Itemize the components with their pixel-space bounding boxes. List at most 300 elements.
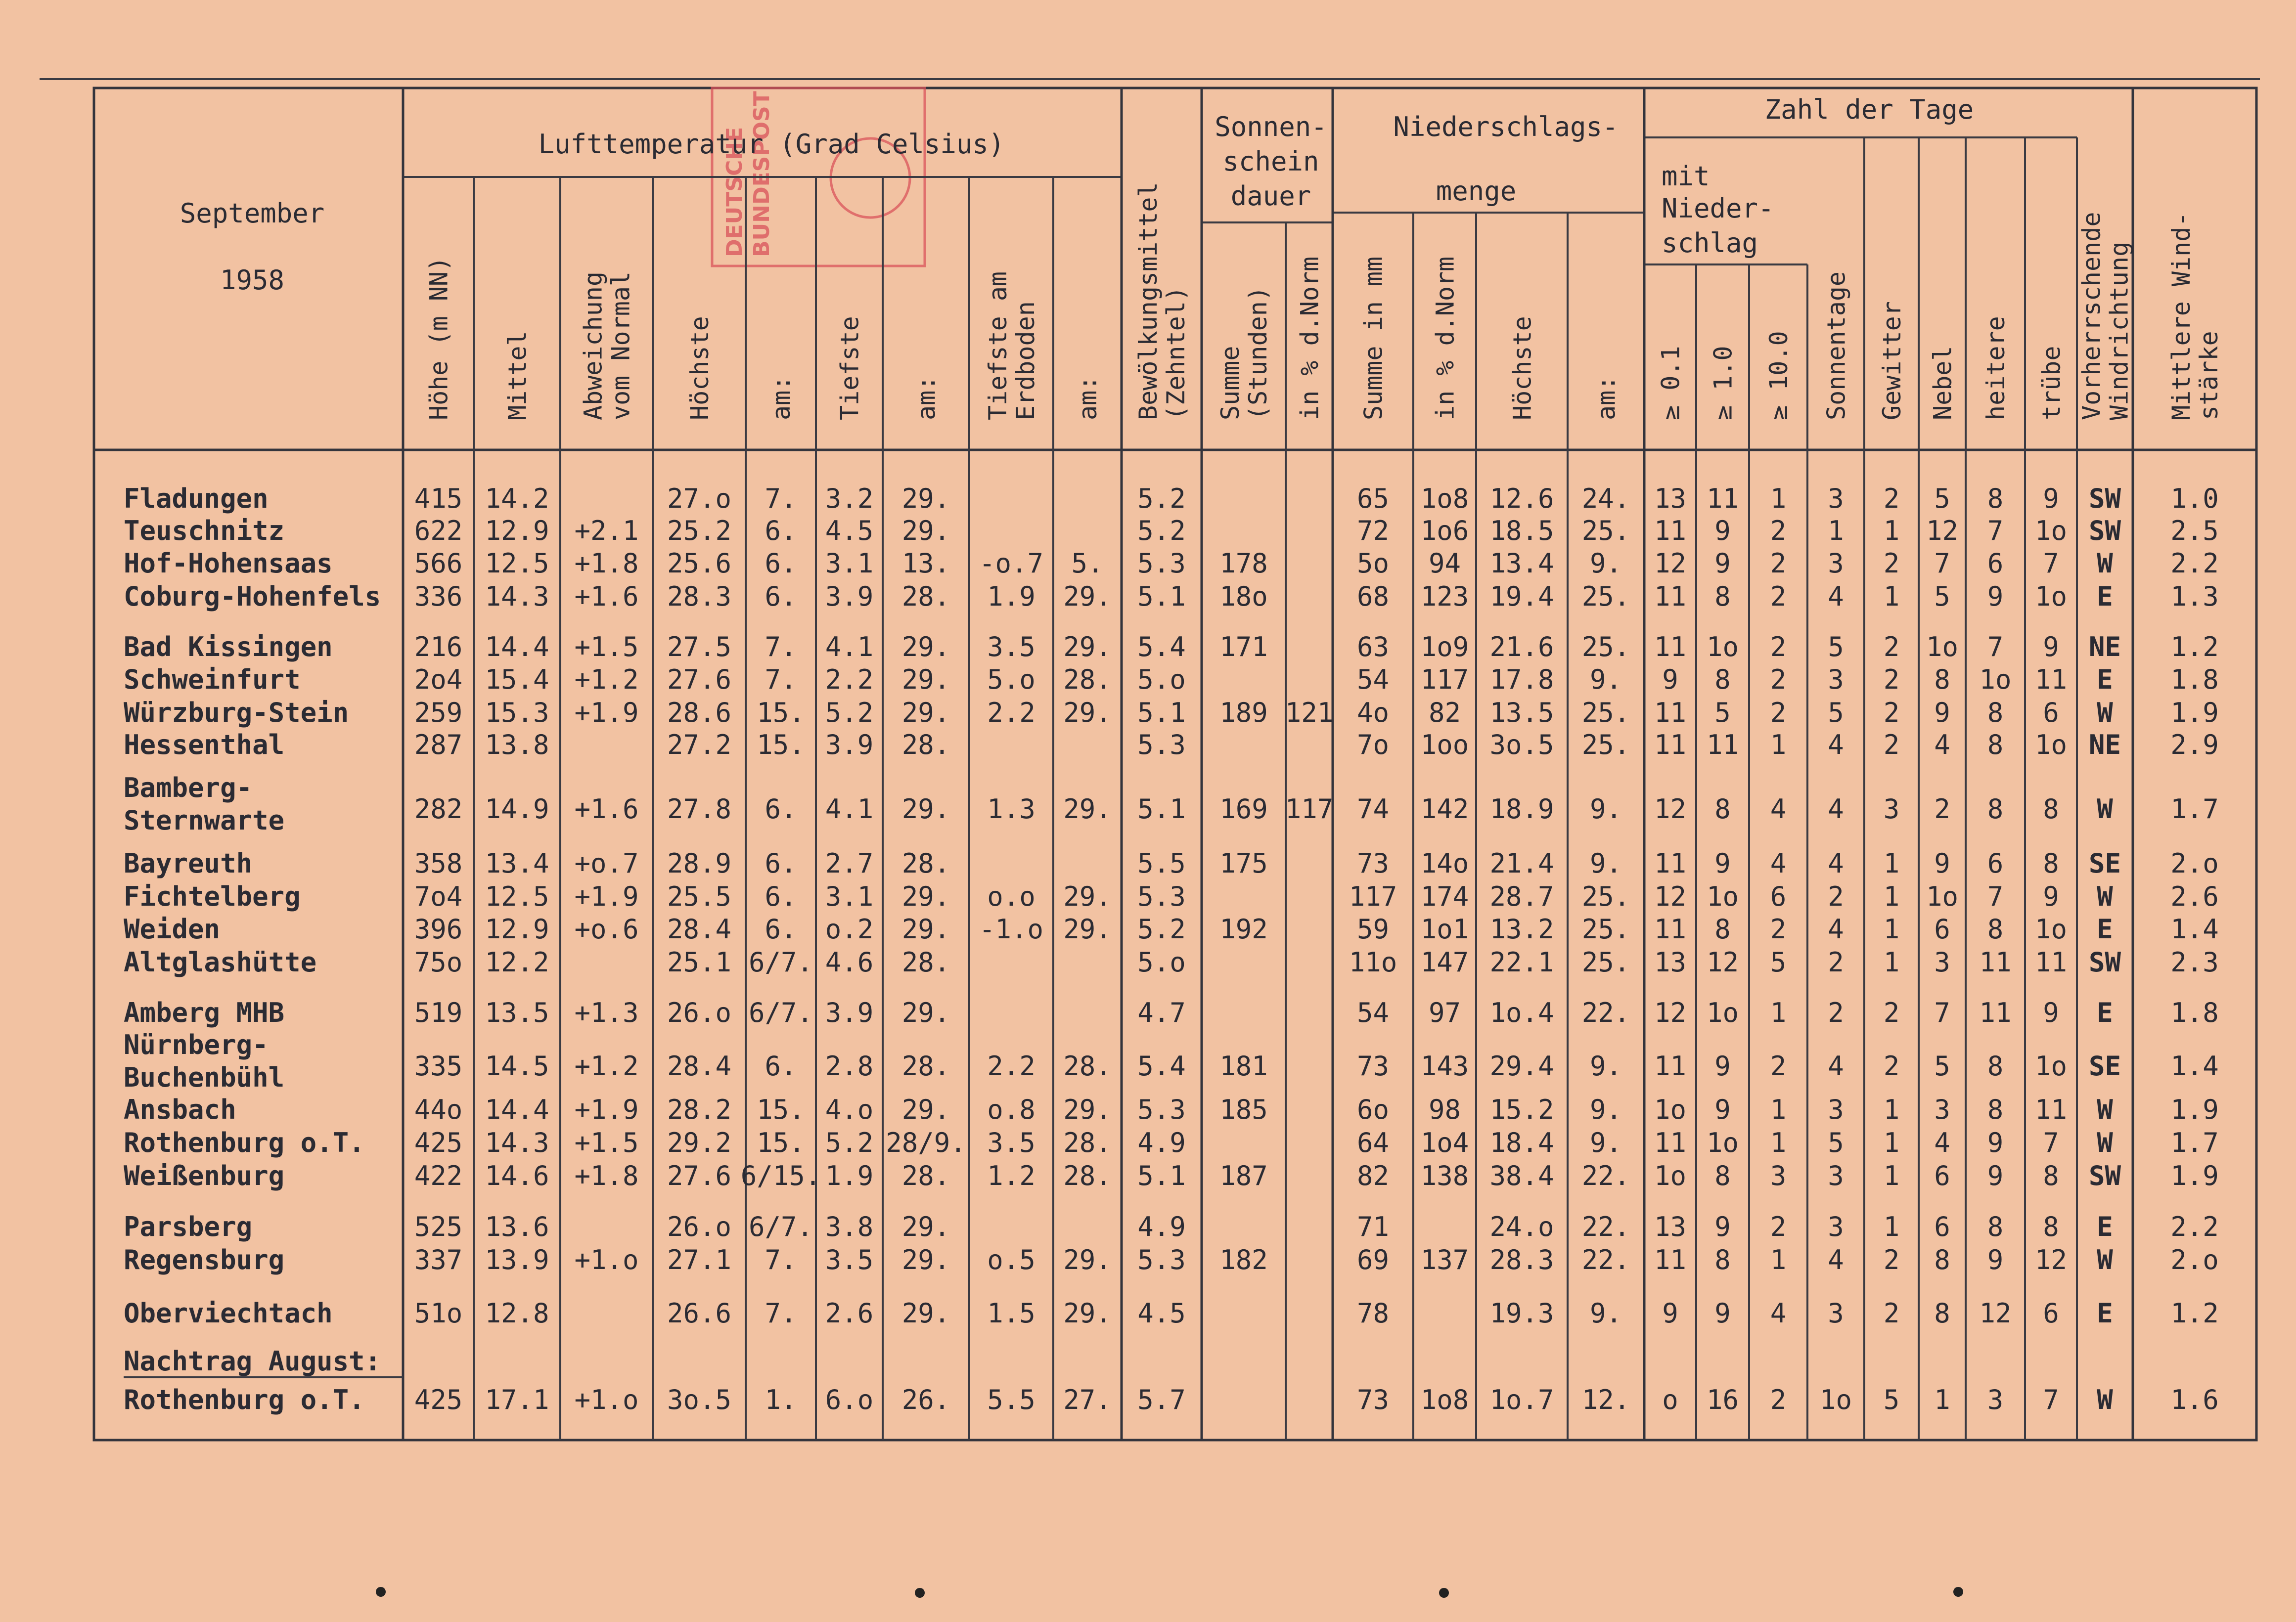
table-row [124,848,2219,879]
table-cell: 1.9 [2170,1160,2219,1191]
table-cell: 12 [1706,947,1739,978]
table-cell: 2 [1828,881,1844,912]
table-cell: 54 [1356,664,1390,695]
table-cell: 143 [1420,1051,1469,1082]
table-cell: 1 [1934,1384,1950,1415]
table-cell: W [2097,1127,2113,1158]
table-cell: 44o [414,1094,463,1125]
table-cell: 2.7 [825,848,874,879]
table-cell: 8 [1714,1244,1731,1275]
table-row [124,1127,2219,1158]
table-cell: +1.9 [574,697,639,728]
table-row [124,881,2219,912]
table-cell: 5.3 [1137,729,1186,760]
table-cell: +1.2 [574,664,639,695]
table-cell: 2 [1934,793,1950,825]
table-cell: 358 [414,848,463,879]
table-cell: 5.4 [1137,1051,1186,1082]
table-row [124,1244,2219,1275]
table-cell: 7o4 [414,881,463,912]
table-cell: 29. [901,997,950,1028]
table-cell: 1o [2034,581,2068,612]
table-cell: 2 [1883,1051,1900,1082]
table-cell: 8 [2043,1160,2059,1191]
table-cell: 21.6 [1489,631,1554,662]
table-cell: 17.1 [485,1384,549,1415]
table-cell: 18.5 [1489,515,1554,546]
table-row [124,1384,2219,1415]
group-header-precip-1: Niederschlags- [1393,111,1619,142]
table-cell: 4 [1828,1244,1844,1275]
table-cell: 25. [1581,729,1630,760]
table-cell: 22. [1581,1244,1630,1275]
table-cell: 2.8 [825,1051,874,1082]
table-cell: 3 [1828,483,1844,514]
table-cell: 22.1 [1489,947,1554,978]
table-cell: 3 [1828,1160,1844,1191]
table-cell: 123 [1420,581,1469,612]
station-name: Hessenthal [124,729,285,760]
table-cell: o.2 [825,914,874,945]
table-cell: 9 [1934,848,1950,879]
column-header-label: Sonnentage [1822,271,1851,420]
table-cell: 5 [1828,1127,1844,1158]
table-cell: 2 [1883,1298,1900,1329]
column-header-label: Mittlere Wind- [2167,212,2196,420]
table-cell: SW [2088,947,2121,978]
table-cell: 3.9 [825,729,874,760]
column-header-label: ≥ 1.0 [1709,346,1738,420]
table-cell: 12 [1654,793,1687,825]
table-cell: 73 [1356,1384,1390,1415]
table-cell: 2.6 [2170,881,2219,912]
table-cell: 1o.4 [1489,997,1554,1028]
table-cell: 8 [1987,729,2004,760]
table-cell: 138 [1420,1160,1469,1191]
table-cell: 7 [2043,1127,2059,1158]
station-name: Bayreuth [124,848,253,879]
table-cell: 8 [1987,793,2004,825]
table-cell: 26.o [667,1211,732,1242]
table-cell: 1.7 [2170,793,2219,825]
table-cell: 25. [1581,631,1630,662]
table-cell: 1. [765,1384,797,1415]
table-cell: 3 [1828,548,1844,579]
table-cell: 25. [1581,914,1630,945]
table-cell: 64 [1356,1127,1390,1158]
station-name: Parsberg [124,1211,253,1242]
table-cell: 6/7. [748,997,813,1028]
table-cell: W [2097,548,2113,579]
table-cell: 5.2 [825,697,874,728]
table-cell: 2 [1770,664,1787,695]
table-cell: 5 [1828,697,1844,728]
table-cell: 1oo [1420,729,1469,760]
table-cell: 169 [1219,793,1268,825]
table-cell: 6o [1356,1094,1390,1125]
table-cell: 29. [1063,1244,1112,1275]
column-header-label: Summe [1216,346,1245,420]
table-cell: 94 [1428,548,1461,579]
table-cell: 1.7 [2170,1127,2219,1158]
table-cell: 1o [1979,664,2012,695]
table-cell: NE [2088,631,2121,662]
table-cell: 74 [1356,793,1390,825]
table-cell: 9 [1714,515,1731,546]
table-cell: 1.5 [987,1298,1035,1329]
table-cell: 425 [414,1384,463,1415]
table-cell: 171 [1219,631,1268,662]
table-cell: 4 [1828,914,1844,945]
column-header-label: heitere [1981,316,2010,420]
group-header-precip-2: menge [1436,175,1517,207]
table-cell: 4.9 [1137,1211,1186,1242]
table-cell: 2 [1770,631,1787,662]
column-header-label: in % d.Norm [1431,256,1460,420]
table-cell: 3 [1934,1094,1950,1125]
table-cell: 3 [1883,793,1900,825]
station-name: Fichtelberg [124,881,301,912]
table-cell: 2.9 [2170,729,2219,760]
table-cell: 28. [1063,1051,1112,1082]
table-cell: 5. [1071,548,1104,579]
table-cell: 27.o [667,483,732,514]
table-cell: 38.4 [1489,1160,1554,1191]
station-name: Nachtrag August: [124,1346,381,1377]
table-cell: 9. [1589,1094,1622,1125]
table-cell: 4.6 [825,947,874,978]
table-cell: 1o [1706,997,1739,1028]
table-cell: +1.6 [574,581,639,612]
table-cell: 11 [1706,729,1739,760]
table-cell: o.5 [987,1244,1035,1275]
table-row [124,729,2219,760]
table-cell: 8 [2043,1211,2059,1242]
column-header-label: Erdboden [1011,301,1040,420]
column-header-label: Höchste [1508,316,1537,420]
table-cell: 5 [1883,1384,1900,1415]
table-cell: 28. [901,947,950,978]
table-cell: 9 [2043,483,2059,514]
table-cell: 6/7. [748,1211,813,1242]
table-cell: 137 [1420,1244,1469,1275]
table-cell: 147 [1420,947,1469,978]
table-cell: 1 [1770,1127,1787,1158]
table-cell: 9 [1714,1298,1731,1329]
table-cell: 1o [1819,1384,1852,1415]
table-cell: NE [2088,729,2121,760]
table-cell: 7o [1356,729,1390,760]
table-cell: 336 [414,581,463,612]
table-cell: 78 [1356,1298,1390,1329]
table-cell: 6. [765,848,797,879]
station-name: Regensburg [124,1244,285,1275]
table-cell: 27. [1063,1384,1112,1415]
table-cell: 4o [1356,697,1390,728]
table-cell: +1.8 [574,548,639,579]
column-header-label: Vorherrschende [2077,212,2106,420]
table-cell: 142 [1420,793,1469,825]
table-cell: SE [2088,848,2121,879]
table-cell: 1.3 [2170,581,2219,612]
table-cell: 3.1 [825,548,874,579]
table-cell: +1.5 [574,631,639,662]
table-cell: 425 [414,1127,463,1158]
column-header-label: Summe in mm [1359,256,1388,420]
table-cell: 259 [414,697,463,728]
table-cell: 9 [2043,997,2059,1028]
table-cell: 5.3 [1137,881,1186,912]
table-cell: 6. [765,1051,797,1082]
table-cell: 15.4 [485,664,549,695]
table-cell: 415 [414,483,463,514]
table-cell: 29. [901,793,950,825]
table-cell: 18.4 [1489,1127,1554,1158]
table-cell: 29. [901,631,950,662]
table-cell: 15. [757,729,805,760]
table-cell: 28. [901,848,950,879]
table-cell: 2.2 [2170,548,2219,579]
table-cell: 29. [901,1211,950,1242]
table-body [124,483,2219,1415]
table-cell: 2 [1770,697,1787,728]
station-name: Weißenburg [124,1160,285,1191]
table-cell: 13 [1654,947,1687,978]
table-cell: 2.o [2170,848,2219,879]
table-cell: 29. [1063,697,1112,728]
column-header-label: Mittel [503,331,532,420]
column-header-label: trübe [2037,346,2066,420]
table-cell: 25. [1581,697,1630,728]
table-cell: 5.2 [825,1127,874,1158]
table-cell: 28.9 [667,848,732,879]
table-cell: 4.1 [825,793,874,825]
table-cell: 4 [1934,1127,1950,1158]
group-header-sunshine-3: dauer [1230,180,1311,212]
table-cell: 2 [1770,548,1787,579]
table-cell: 1o [1706,1127,1739,1158]
table-cell: 4 [1828,729,1844,760]
table-cell: E [2097,581,2113,612]
table-cell: +1.2 [574,1051,639,1082]
table-row [124,548,2219,579]
table-cell: 29. [1063,793,1112,825]
table-cell: 14.5 [485,1051,549,1082]
table-cell: 1.9 [987,581,1035,612]
table-cell: 82 [1428,697,1461,728]
table-cell: 1o [2034,515,2068,546]
table-cell: 2 [1883,997,1900,1028]
table-cell: 1.9 [2170,1094,2219,1125]
table-cell: 28.4 [667,1051,732,1082]
table-cell: 9 [1987,581,2004,612]
station-name: Bad Kissingen [124,631,333,662]
table-cell: 27.2 [667,729,732,760]
table-cell: 21.4 [1489,848,1554,879]
table-cell: 8 [1987,1051,2004,1082]
table-cell: 8 [1714,1160,1731,1191]
table-cell: 6/15. [740,1160,821,1191]
table-cell: 7. [765,1244,797,1275]
table-cell: 5.1 [1137,793,1186,825]
table-cell: 14.4 [485,631,549,662]
table-cell: 4.7 [1137,997,1186,1028]
group-header-sunshine-2: schein [1222,146,1319,177]
table-cell: 26. [901,1384,950,1415]
table-cell: 3.8 [825,1211,874,1242]
table-cell: 18o [1219,581,1268,612]
table-cell: 8 [1934,1298,1950,1329]
column-header-label: Abweichung [579,271,608,420]
table-cell: 1.6 [2170,1384,2219,1415]
table-cell: 622 [414,515,463,546]
table-cell: 12.2 [485,947,549,978]
table-cell: 5.2 [1137,483,1186,514]
table-cell: 8 [2043,848,2059,879]
table-cell: 187 [1219,1160,1268,1191]
table-cell: 5.5 [1137,848,1186,879]
table-cell: 12.8 [485,1298,549,1329]
table-cell: 4 [1828,848,1844,879]
table-cell: 73 [1356,848,1390,879]
table-cell: 1 [1883,1160,1900,1191]
column-header-label: Höhe (m NN) [424,256,453,420]
column-header-label: stärke [2195,331,2223,420]
table-cell: 1o [2034,914,2068,945]
table-cell: 14.2 [485,483,549,514]
table-cell: 28.4 [667,914,732,945]
group-header-precip-days-2: Nieder- [1662,193,1774,224]
station-name: Schweinfurt [124,664,301,695]
table-cell: 11 [1654,1127,1687,1158]
table-cell: 8 [1934,664,1950,695]
table-cell: 6 [1934,1211,1950,1242]
table-cell: 182 [1219,1244,1268,1275]
table-row [124,1298,2219,1329]
table-cell: 2.2 [2170,1211,2219,1242]
table-cell: 5.7 [1137,1384,1186,1415]
table-cell: 25.6 [667,548,732,579]
table-cell: 14.3 [485,581,549,612]
table-cell: 12 [2034,1244,2068,1275]
table-cell: 1 [1883,881,1900,912]
table-cell: 12 [1979,1298,2012,1329]
table-cell: 11 [1979,947,2012,978]
table-cell: 9 [2043,881,2059,912]
table-cell: 4.1 [825,631,874,662]
table-cell: W [2097,881,2113,912]
table-cell: 6/7. [748,947,813,978]
table-cell: 82 [1356,1160,1390,1191]
table-cell: 2.2 [987,697,1035,728]
table-cell: 2 [1883,729,1900,760]
table-cell: 11o [1349,947,1397,978]
table-cell: 13.5 [485,997,549,1028]
table-cell: 2 [1883,483,1900,514]
table-cell: 1 [1883,1127,1900,1158]
table-cell: 11 [2034,664,2068,695]
table-row [124,631,2219,662]
table-cell: 9. [1589,1127,1622,1158]
table-cell: 1o4 [1420,1127,1469,1158]
table-cell: 5.o [1137,664,1186,695]
table-cell: 29.2 [667,1127,732,1158]
table-cell: 3.5 [825,1244,874,1275]
table-cell: +2.1 [574,515,639,546]
table-cell: 7 [1987,515,2004,546]
table-cell: 1.0 [2170,483,2219,514]
table-cell: 12.6 [1489,483,1554,514]
table-cell: W [2097,793,2113,825]
table-cell: 5.3 [1137,1094,1186,1125]
table-cell: +1.6 [574,793,639,825]
table-cell: 3 [1987,1384,2004,1415]
table-cell: 19.3 [1489,1298,1554,1329]
table-cell: +o.6 [574,914,639,945]
table-cell: 28. [901,729,950,760]
punch-hole [376,1587,386,1597]
table-cell: 11 [2034,1094,2068,1125]
table-cell: 117 [1285,793,1334,825]
table-cell: 11 [2034,947,2068,978]
table-cell: 422 [414,1160,463,1191]
station-name: Nürnberg- [124,1029,269,1060]
table-cell: 29. [1063,881,1112,912]
table-cell: +1.o [574,1244,639,1275]
table-cell: 13.4 [485,848,549,879]
table-cell: 54 [1356,997,1390,1028]
table-cell: 5.1 [1137,581,1186,612]
table-cell: 1.8 [2170,664,2219,695]
table-cell: 5.4 [1137,631,1186,662]
table-cell: SW [2088,483,2121,514]
stamp-line-2: BUNDESPOST [749,91,774,257]
column-header-label: Nebel [1928,346,1957,420]
table-cell: 68 [1356,581,1390,612]
table-row [124,1211,2219,1242]
table-cell: 27.8 [667,793,732,825]
table-cell: 29. [901,664,950,695]
table-cell: 4.9 [1137,1127,1186,1158]
column-header-label: vom Normal [606,271,635,420]
table-cell: 6. [765,914,797,945]
table-cell: 178 [1219,548,1268,579]
table-cell: 24.o [1489,1211,1554,1242]
table-cell: 2.3 [2170,947,2219,978]
table-cell: 2o4 [414,664,463,695]
table-cell: 28/9. [886,1127,966,1158]
table-cell: 27.1 [667,1244,732,1275]
title-month: September [180,198,325,229]
table-cell: E [2097,914,2113,945]
table-cell: 9. [1589,848,1622,879]
table-cell: 8 [1987,914,2004,945]
table-cell: 28.3 [1489,1244,1554,1275]
table-cell: 8 [1934,1244,1950,1275]
table-cell: 3o.5 [667,1384,732,1415]
table-cell: 4 [1828,793,1844,825]
column-header-label: Tiefste [835,316,864,420]
table-cell: 2 [1770,914,1787,945]
table-cell: 5.2 [1137,515,1186,546]
table-cell: 9 [1987,1244,2004,1275]
table-cell: 9 [1987,1127,2004,1158]
column-headers [425,182,2224,420]
table-cell: 3.1 [825,881,874,912]
table-cell: 29. [1063,1298,1112,1329]
table-cell: 7 [1934,997,1950,1028]
table-cell: 9 [1714,848,1731,879]
